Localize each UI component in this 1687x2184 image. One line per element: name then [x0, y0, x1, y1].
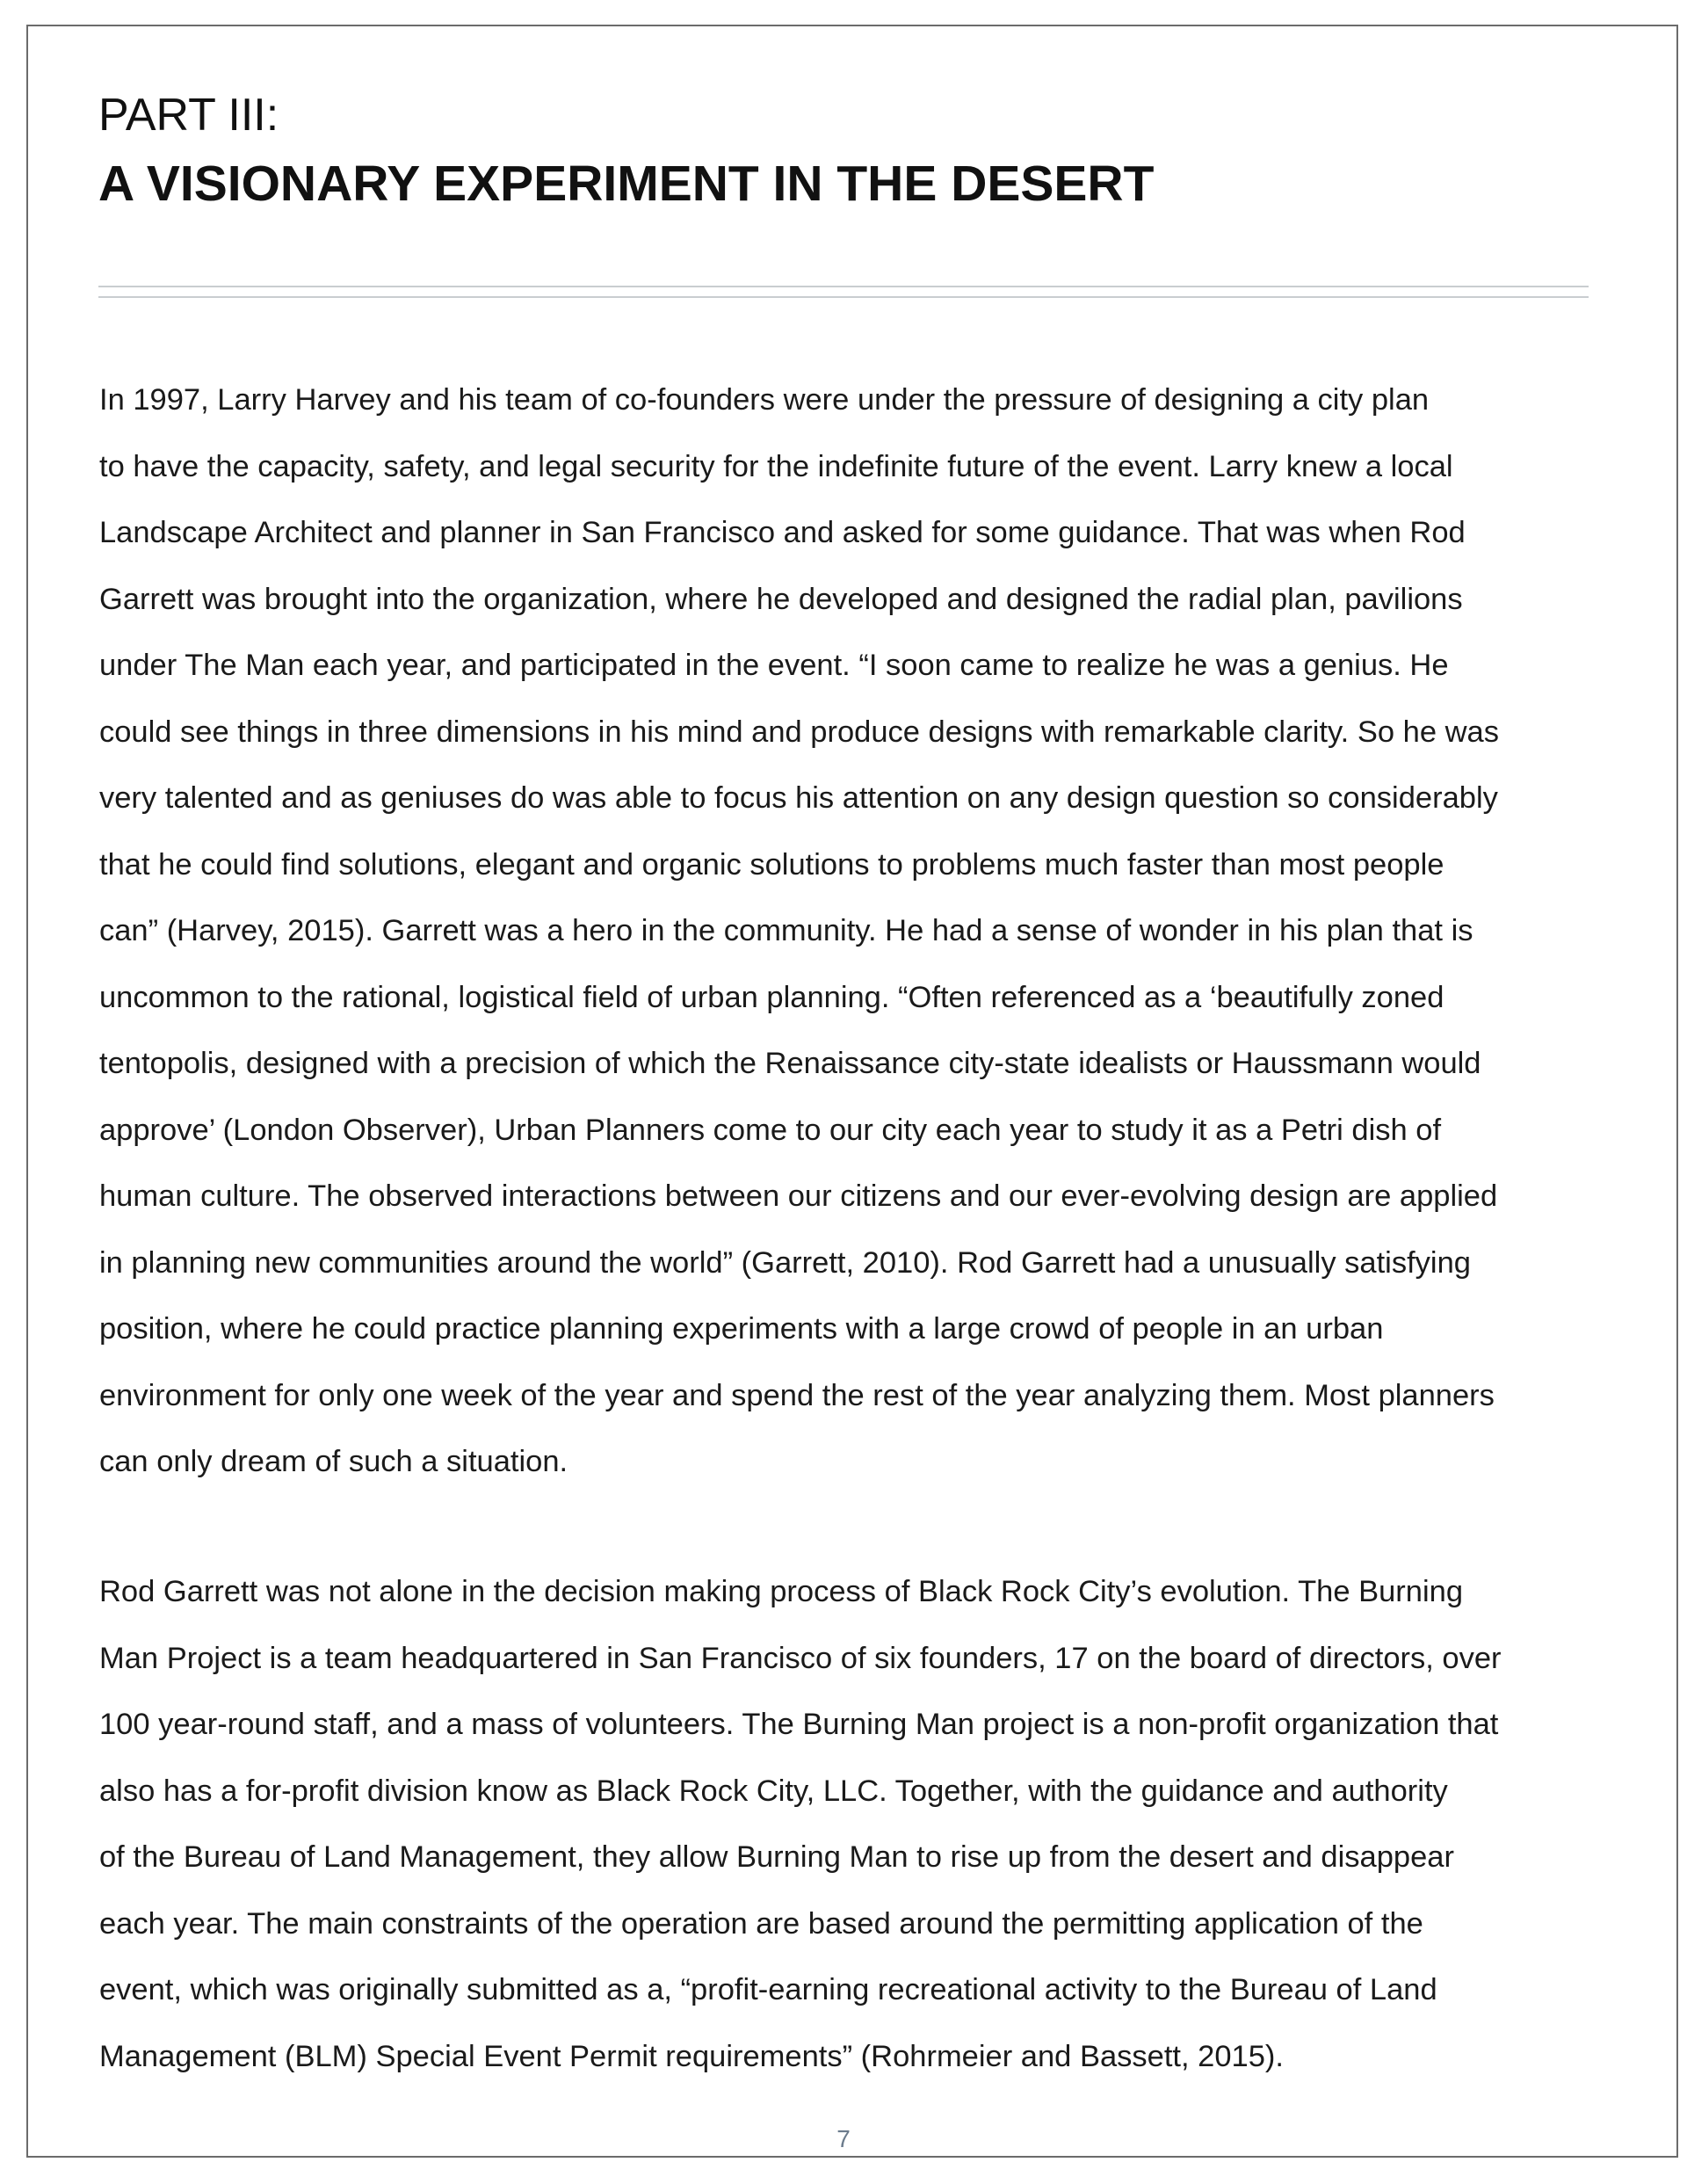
part-label: PART III: — [98, 90, 279, 141]
paragraph-line: that he could find solutions, elegant and organic solutions to problems much faster than most people — [99, 847, 1444, 882]
paragraph-line: approve’ (London Observer), Urban Planners come to our city each year to study it as a Petri dish of — [99, 1113, 1442, 1147]
paragraph-line: uncommon to the rational, logistical field of urban planning. “Often referenced as a ‘beautifully zoned — [99, 980, 1444, 1014]
paragraph-line: Garrett was brought into the organization, where he developed and designed the radial plan, pavilions — [99, 582, 1463, 616]
paragraph-line: could see things in three dimensions in his mind and produce designs with remarkable clarity. So he was — [99, 715, 1499, 749]
paragraph-line: to have the capacity, safety, and legal security for the indefinite future of the event. Larry knew a local — [99, 449, 1453, 483]
divider-bottom — [98, 296, 1589, 298]
paragraph-line: can only dream of such a situation. — [99, 1445, 568, 1478]
paragraph-line: Management (BLM) Special Event Permit requirements” (Rohrmeier and Bassett, 2015). — [99, 2039, 1284, 2073]
paragraph-line: Rod Garrett was not alone in the decision making process of Black Rock City’s evolution. The Burning — [99, 1575, 1464, 1608]
paragraph-line: In 1997, Larry Harvey and his team of co-founders were under the pressure of designing a city plan — [99, 383, 1430, 417]
divider-top — [98, 286, 1589, 287]
page-title: A VISIONARY EXPERIMENT IN THE DESERT — [98, 156, 1155, 212]
paragraph-line: under The Man each year, and participated in the event. “I soon came to realize he was a genius. He — [99, 649, 1449, 682]
body-paragraph-1 — [99, 367, 1593, 1496]
paragraph-line: Landscape Architect and planner in San Francisco and asked for some guidance. That was when Rod — [99, 516, 1466, 549]
paragraph-line: 100 year-round staff, and a mass of volunteers. The Burning Man project is a non-profit organization that — [99, 1708, 1499, 1741]
page-number: 7 — [836, 2125, 851, 2152]
paragraph-line: position, where he could practice planning experiments with a large crowd of people in an urban — [99, 1312, 1384, 1346]
paragraph-line: of the Bureau of Land Management, they allow Burning Man to rise up from the desert and disappear — [99, 1840, 1454, 1874]
paragraph-line: can” (Harvey, 2015). Garrett was a hero in the community. He had a sense of wonder in his plan that is — [99, 914, 1473, 947]
paragraph-line: event, which was originally submitted as a, “profit-earning recreational activity to the Bureau of Land — [99, 1973, 1437, 2006]
paragraph-line: Man Project is a team headquartered in San Francisco of six founders, 17 on the board of directors, over — [99, 1641, 1502, 1675]
paragraph-line: very talented and as geniuses do was able to focus his attention on any design question so considerably — [99, 781, 1498, 815]
paragraph-line: also has a for-profit division know as Black Rock City, LLC. Together, with the guidance and authority — [99, 1774, 1448, 1808]
paragraph-line: in planning new communities around the world” (Garrett, 2010). Rod Garrett had a unusually satisfying — [99, 1245, 1471, 1280]
paragraph-line: environment for only one week of the year and spend the rest of the year analyzing them. Most planners — [99, 1378, 1495, 1412]
body-paragraph-2 — [99, 1559, 1593, 2090]
paragraph-line: human culture. The observed interactions between our citizens and our ever-evolving design are applied — [99, 1179, 1498, 1213]
paragraph-line: each year. The main constraints of the operation are based around the permitting application of the — [99, 1906, 1423, 1941]
paragraph-line: tentopolis, designed with a precision of which the Renaissance city-state idealists or Haussmann would — [99, 1047, 1481, 1080]
